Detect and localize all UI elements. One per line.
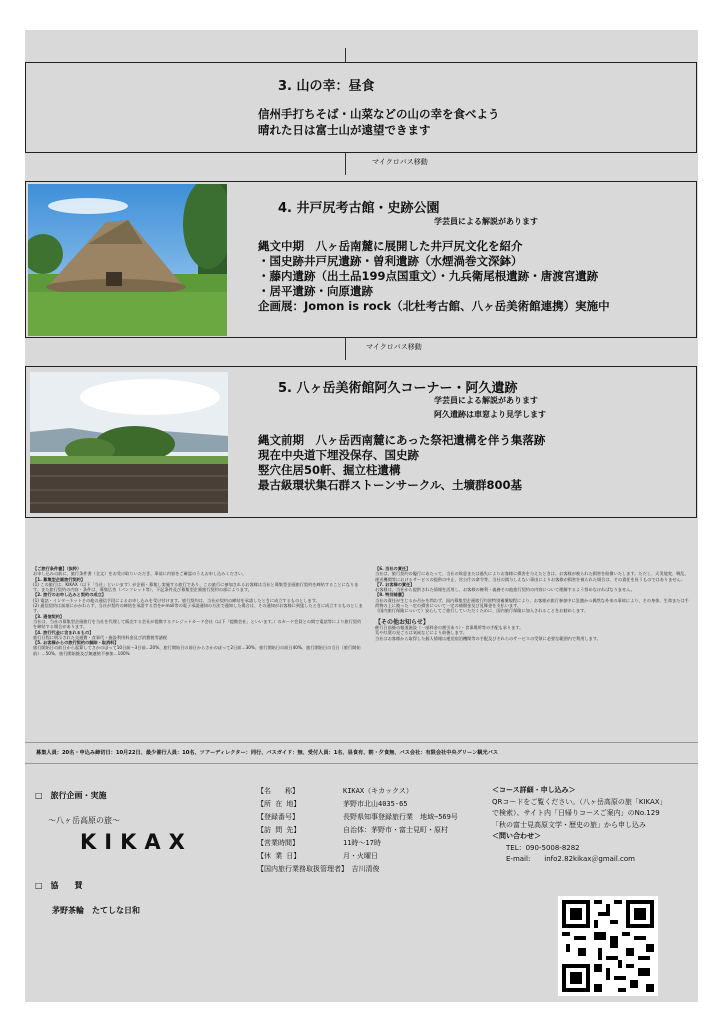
- section-line: 最古級環状集石群ストーンサークル、土壙群800基: [258, 478, 523, 492]
- section-title: 3. 山の幸：昼食: [278, 79, 375, 94]
- terms-heading: 【3. 通信契約】: [33, 613, 65, 619]
- terms-heading: 【ご旅行条件書】（抜粋）: [33, 566, 82, 571]
- course-line: で検索）、サイト内「日帰りコースご案内」のNo.129: [492, 809, 660, 817]
- divider: [25, 742, 698, 743]
- terms-text: 荒や紅葉の見ごろは気候などにより前後します。: [375, 630, 467, 636]
- section-line: 信州手打ちそば・山菜などの山の幸を食べよう: [258, 107, 500, 121]
- company-info: [257, 785, 458, 876]
- connector-line: [345, 48, 346, 62]
- info-value: 長野県知事登録旅行業 地域−569号: [343, 813, 458, 821]
- move-label: マイクロバス移動: [372, 158, 428, 166]
- photo-aku-site: [30, 372, 228, 513]
- section-note: 学芸員による解説があります: [434, 217, 538, 226]
- terms-text: (1) 電話・インターネットその他の通信手段によるお申し込みを受け付けます。旅行契約は、当社が契約の締結を承諾したときに成立するものとします。: [33, 597, 320, 603]
- terms-left: [33, 566, 363, 656]
- terms-text: 催行日前後の報道施設（一部料金の割引あり）・食事場所等の手配も承ります。: [375, 624, 524, 630]
- terms-text: 旅行日程に明示された交通費・食事代・施設利用料金及び消費税等諸税: [33, 634, 168, 640]
- connector-line: [345, 153, 346, 175]
- info-key: 【訪 問 先】: [257, 826, 301, 834]
- organizer-label: □ 旅行企画・実施: [35, 791, 107, 800]
- section-line: 竪穴住居50軒、掘立柱遺構: [258, 463, 401, 477]
- terms-text: (1) この旅行は、KIKAX（以下「当社」といいます）が企画・募集し実施する旅行であり、この旅行に参加されるお客様は当社と募集型企画旅行契約を締結することになります。また旅行契約の内容・条件は、募集広告（パンフレット等）、下記条件及び募集型企画旅行契約の部によります。: [33, 581, 359, 593]
- section-line: ・居平遺跡・向原遺跡: [258, 284, 373, 298]
- info-key: 【所 在 地】: [257, 800, 301, 808]
- section-line: ・国史跡井戸尻遺跡・曽利遺跡（水煙渦巻文深鉢）: [258, 254, 523, 268]
- terms-heading: 【5. お客様からの旅行契約の解除・取消料】: [33, 640, 119, 646]
- section-line: 現在中央道下埋没保存、国史跡: [258, 448, 419, 462]
- section-line: 縄文前期 八ヶ岳西南麓にあった祭祀遺構を伴う集落跡: [258, 433, 546, 447]
- terms-text: 当社は、当社の募集型企画旅行を当社を代理して販売する会社が提携するクレジットカード会社（以下「提携会社」といいます。）のカード会員との間で電話等により旅行契約を締結する場合があります。: [33, 618, 362, 630]
- terms-heading: 【8. 特別補償】: [375, 592, 407, 598]
- qr-code-icon[interactable]: [558, 896, 658, 996]
- info-value: 自治体：茅野市・富士見町・原村: [343, 826, 448, 834]
- info-key: 【国内旅行業務取扱管理者】: [257, 865, 345, 873]
- section-line: 晴れた日は富士山が遠望できます: [258, 123, 431, 137]
- terms-text: 当社の責任が生じるか否かを問わず、国内募集型企画旅行約款特別補償規程により、お客様が旅行参加中に急激かつ偶然な外来の事故により、その身体、生命または手荷物の上に被った一定の損害について一定の補償金及び見舞金を支払います。: [375, 597, 689, 609]
- terms-text: 《国内旅行保険について》安心してご旅行していただくために、国内旅行保険に加入されることをお勧めします。: [375, 608, 589, 614]
- terms-right: [375, 566, 690, 641]
- course-heading: ＜コース詳細・申し込み＞: [492, 786, 576, 794]
- terms-text: 当社はお客様から取得した個人情報は運送宿泊機関等の手配及びそれらのサービスの受領に必要な範囲内で利用します。: [375, 635, 601, 641]
- info-key: 【登録番号】: [257, 813, 299, 821]
- contact-tel[interactable]: TEL：090-5008-8282: [506, 843, 580, 852]
- info-key: 【休 業 日】: [257, 852, 301, 860]
- terms-heading: 【2. 旅行のお申し込みと契約の成立】: [33, 592, 106, 598]
- section-line: ・藤内遺跡（出土品199点国重文）・九兵衛尾根遺跡・唐渡宮遺跡: [258, 269, 599, 283]
- terms-text: (2) 通信契約は前項にかかわらず、当社が契約の締結を承諾する旨をe-mail等の電子承諾通知の方法で通知した場合は、その通知がお客様に到達したときに成立するものとします。: [33, 603, 363, 614]
- divider: [25, 763, 698, 764]
- terms-text: お申し込みの前に、旅行条件書（全文）をお受け取りいただき、事前に内容をご確認のうえお申し込みください。: [33, 571, 247, 577]
- info-value: 11時〜17時: [343, 839, 381, 847]
- course-line: 「秋の富士見高原文学・歴史の旅」から申し込み: [492, 820, 646, 829]
- section-title: 5. 八ヶ岳美術館阿久コーナー・阿久遺跡: [278, 381, 518, 396]
- section-lunch: [25, 62, 697, 153]
- terms-heading: 【その他お知らせ】: [375, 618, 429, 626]
- support-label: □ 協 賛: [35, 881, 83, 890]
- course-line: QRコードをご覧ください。（八ヶ岳高原の旅「KIKAX」: [492, 797, 667, 806]
- terms-heading: 【1. 募集型企画旅行契約】: [33, 576, 86, 582]
- section-yatsugatake: [25, 366, 697, 518]
- section-line: 縄文中期 八ヶ岳南麓に展開した井戸尻文化を紹介: [258, 239, 523, 253]
- connector-line: [345, 338, 346, 360]
- section-note: 阿久遺跡は車窓より見学します: [434, 410, 546, 419]
- kikax-logo: KIKAX: [80, 830, 193, 854]
- info-key: 【名 称】: [257, 787, 299, 795]
- organizer-tagline: 〜八ヶ岳高原の旅〜: [48, 816, 120, 825]
- terms-heading: 【7. お客様の責任】: [375, 581, 415, 587]
- contact-heading: ＜問い合わせ＞: [492, 832, 541, 840]
- info-value: 茅野市北山4035-65: [343, 800, 408, 808]
- support-names: 茅野茶輪 たてしな日和: [52, 906, 140, 915]
- terms-heading: 【4. 旅行代金に含まれるもの】: [33, 629, 94, 635]
- terms-text: お客様は、当社から提供された情報を活用し、お客様の権利・義務その他旅行契約の内容について理解するよう努めなければなりません。: [375, 587, 635, 593]
- course-info: [492, 785, 667, 866]
- section-line: 企画展：Jomon is rock（北杜考古館、八ヶ岳美術館連携）実施中: [258, 299, 610, 313]
- info-key: 【営業時間】: [257, 839, 299, 847]
- terms-text: 旅行開始日の前日から起算してさかのぼって10日前〜3日前…20%、旅行開始日の前日からさかのぼって2日前…30%、旅行開始日の前日40%、旅行開始日の当日（旅行開始前）…50%、旅行開始後及び無連絡不参加…100%: [33, 645, 361, 656]
- terms-text: 当社は、旅行契約の履行にあたって、当社の故意または過失によりお客様に損害を与えたときは、お客様が被られた損害を賠償いたします。ただし、天災地変、戦乱、運送機関等におけるサービスの提供の中止、官公庁の命令等、当社の関与しえない事由によりお客様が損害を被られた場合は、その責任を負うものではありません。: [375, 571, 689, 582]
- info-value: 月・火曜日: [343, 852, 378, 860]
- contact-email[interactable]: E-mail: info2.82kikax＠gmail.com: [506, 855, 635, 863]
- info-value: KIKAX（キカックス）: [343, 787, 413, 795]
- section-idojiri: [25, 181, 697, 338]
- recruit-info: 募集人員：20名・申込み締切日：10月22日、最少催行人員：10名、ツアーディレクター：同行、バスガイド：無、受付人員：1名、昼食有、朝・夕食無、バス会社：有限会社中央グリーン観光バス: [36, 750, 499, 756]
- section-note: 学芸員による解説があります: [434, 396, 538, 405]
- move-label: マイクロバス移動: [366, 343, 422, 351]
- section-title: 4. 井戸尻考古館・史跡公園: [278, 201, 440, 216]
- info-value: 吉川清俊: [351, 865, 380, 873]
- photo-pit-dwelling: [28, 184, 227, 336]
- terms-heading: 【6. 当社の責任】: [375, 566, 411, 571]
